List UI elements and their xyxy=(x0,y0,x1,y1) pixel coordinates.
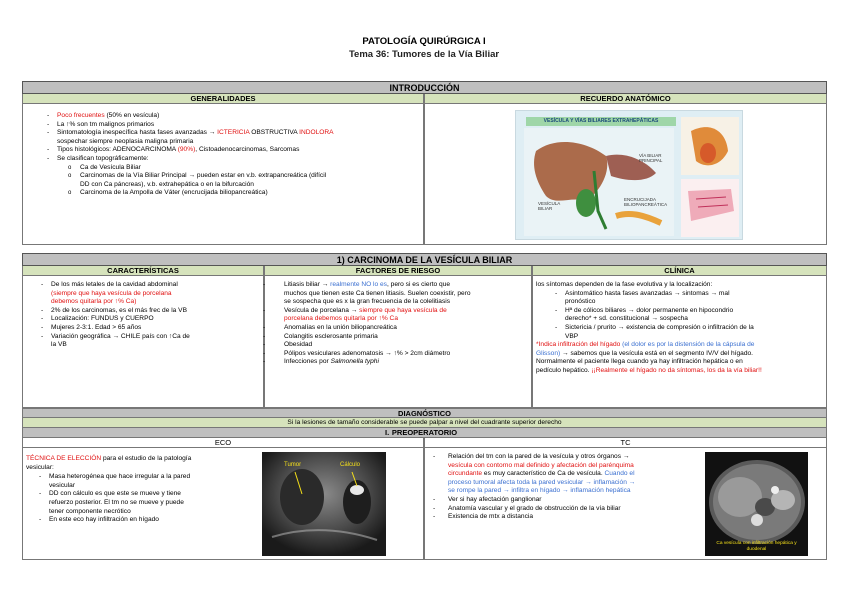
list-item: - Colangitis esclerosante primaria xyxy=(262,333,528,342)
list-item: - DD con cálculo es que este se mueve y tiene refuerzo posterior. El tm no se mueve y puede tener componente necrótico xyxy=(38,490,261,516)
label-vesicula: VESÍCULA BILIAR xyxy=(538,201,561,212)
label-encrucijada: ENCRUCIJADA BILIOPANCREÁTICA xyxy=(624,197,668,208)
list-item: - La ↑% son tm malignos primarios xyxy=(46,121,416,130)
us-label-calculo: Cálculo xyxy=(340,462,361,468)
list-item: - Sintomatología inespecífica hasta fases avanzadas → ICTERICIA OBSTRUCTIVA INDOLORA sospechar siempre neoplasia maligna primaria xyxy=(46,129,416,146)
list-item: - Anomalías en la unión biliopancreática xyxy=(262,324,528,333)
clinica-note: *Indica infiltración del hígado (el dolor es por la distensión de la cápsula de Glisson) → sabemos que la vesícula está en el segmento IV/V del hígado. Normalmente el paciente llega cuando ya hay infiltración hepática o en pedículo hepático. ¡¡Realmente el hígado no da síntomas, los da la vía biliar!! xyxy=(536,341,762,374)
anatomy-illustration xyxy=(515,110,743,240)
eco-list: TÉCNICA DE ELECCIÓN para el estudio de la patología vesicular: - Masa heterogénea que hace irregular a la pared vesicular - DD con cálculo es que este se mueve y tiene refuerzo posterior. El tm no se mueve y puede tener componente necrótico - En este eco hay infiltración en hígado xyxy=(26,455,261,525)
label-via-biliar: VÍA BILIAR PRINCIPAL xyxy=(639,153,663,164)
list-item: - Infecciones por Salmonella typhi xyxy=(262,358,528,367)
clinica-heading: CLÍNICA xyxy=(532,266,827,276)
list-item: - Ver si hay afectación ganglionar xyxy=(432,496,703,505)
ultrasound-drawing xyxy=(262,452,386,556)
list-item: - Vesícula de porcelana → siempre que haya vesícula de porcelana debemos quitarla por ↑% Ca xyxy=(262,307,528,324)
list-item: - De los más letales de la cavidad abdominal (siempre que haya vesícula de porcelana debemos quitarla por ↑% Ca) xyxy=(40,281,262,307)
vb-heading: 1) CARCINOMA DE LA VESÍCULA BILIAR xyxy=(22,253,827,266)
page-title: PATOLOGÍA QUIRÚRGICA I xyxy=(362,36,486,47)
tc-heading: TC xyxy=(424,438,827,448)
list-item: o Carcinomas de la Vía Biliar Principal → pueden estar en v.b. extrapancreática (difícil DD con Ca páncreas), v.b. extrahepática o en la bifurcación xyxy=(46,172,416,189)
list-item: - Asintomático hasta fases avanzadas → sintomas → mal pronóstico xyxy=(554,290,824,307)
factores-heading: FACTORES DE RIESGO xyxy=(264,266,532,276)
list-item: - Variación geográfica → CHILE país con ↑Ca de la VB xyxy=(40,333,262,350)
list-item: - Relación del tm con la pared de la vesícula y otros órganos → vesícula con contorno mal definido y afectación del parénquima circundante es muy característico de Ca de vesícula. Cuando el proceso tumoral afecta toda la pared vesicular → inflamación → se rompe la pared → infiltra en hígado → inflamación hepática xyxy=(432,453,703,496)
list-item: - Sictericia / prurito → existencia de compresión o infiltración de la VBP xyxy=(554,324,824,341)
list-item: - Obesidad xyxy=(262,341,528,350)
list-item: - Poco frecuentes (50% en vesícula) xyxy=(46,112,416,121)
list-item: - En este eco hay infiltración en hígado xyxy=(38,516,261,525)
clinica-list: los síntomas dependen de la fase evolutiva y la localización: - Asintomático hasta fases avanzadas → sintomas → mal pronóstico - Hª de cólicos biliares → dolor permanente en hipocondrio derecho* + sd. constitucional → sospecha - Sictericia / prurito → existencia de compresión o infiltración de la VBP *Indica infiltración del hígado (el dolor es por la distensión de la cápsula de Glisson) → sabemos que la vesícula está en el segmento IV/V del hígado. Normalmente el paciente llega cuando ya hay infiltración hepática o en pedículo hepático. ¡¡Realmente el hígado no da síntomas, los da la vía biliar!! xyxy=(536,281,824,376)
anatomy-title: VESÍCULA Y VÍAS BILIARES EXTRAHEPÁTICAS xyxy=(526,117,676,126)
caracteristicas-list xyxy=(40,281,262,350)
ultrasound-image xyxy=(262,452,386,556)
list-item: - Pólipos vesiculares adenomatosis → ↑% > 2cm diámetro xyxy=(262,350,528,359)
intro-heading: INTRODUCCIÓN xyxy=(22,81,827,94)
factores-list xyxy=(262,281,528,367)
list-item: - Mujeres 2-3:1. Edad > 65 años xyxy=(40,324,262,333)
list-item: - Se clasifican topográficamente: xyxy=(46,155,416,164)
list-item: - Masa heterogénea que hace irregular a la pared vesicular xyxy=(38,473,261,490)
list-item: - 2% de los carcinomas, es el más frec de la VB xyxy=(40,307,262,316)
list-item: - Anatomía vascular y el grado de obstrucción de la vía biliar xyxy=(432,505,703,514)
diagnostico-heading: DIAGNÓSTICO xyxy=(22,408,827,418)
page-subtitle: Tema 36: Tumores de la Vía Biliar xyxy=(348,49,500,60)
list-item: o Ca de Vesícula Biliar xyxy=(46,164,416,173)
ct-caption: Ca vesícula con infiltración hepática y duodenal xyxy=(716,541,797,552)
us-label-tumor: Tumor xyxy=(284,462,302,468)
list-item: - Hª de cólicos biliares → dolor permanente en hipocondrio derecho* + sd. constitucional → sospecha xyxy=(554,307,824,324)
preoperatorio-heading: I. PREOPERATORIO xyxy=(22,428,827,438)
anatomy-drawing xyxy=(516,111,743,240)
recuerdo-heading: RECUERDO ANATÓMICO xyxy=(424,94,827,104)
list-item: - Tipos histológicos: ADENOCARCINOMA (90%), Cistoadenocarcinomas, Sarcomas xyxy=(46,146,416,155)
generalidades-list xyxy=(46,112,416,198)
ct-image xyxy=(705,452,808,556)
diagnostico-note: Si la lesiones de tamaño considerable se puede palpar a nivel del cuadrante superior derecho xyxy=(22,418,827,428)
generalidades-heading: GENERALIDADES xyxy=(22,94,424,104)
list-item: o Carcinoma de la Ampolla de Váter (encrucijada biliopancreática) xyxy=(46,189,416,198)
tc-list xyxy=(428,453,703,522)
eco-heading: ECO xyxy=(22,438,424,448)
list-item: - Litiasis biliar → realmente NO lo es, pero si es cierto que muchos que tienen este Ca tienen litiasis. Suelen coexistir, pero se sospecha que es x la gran frecuencia de la colelitiasis xyxy=(262,281,528,307)
caracteristicas-heading: CARACTERÍSTICAS xyxy=(22,266,264,276)
list-item: - Existencia de mtx a distancia xyxy=(432,513,703,522)
list-item: - Localización: FUNDUS y CUERPO xyxy=(40,315,262,324)
